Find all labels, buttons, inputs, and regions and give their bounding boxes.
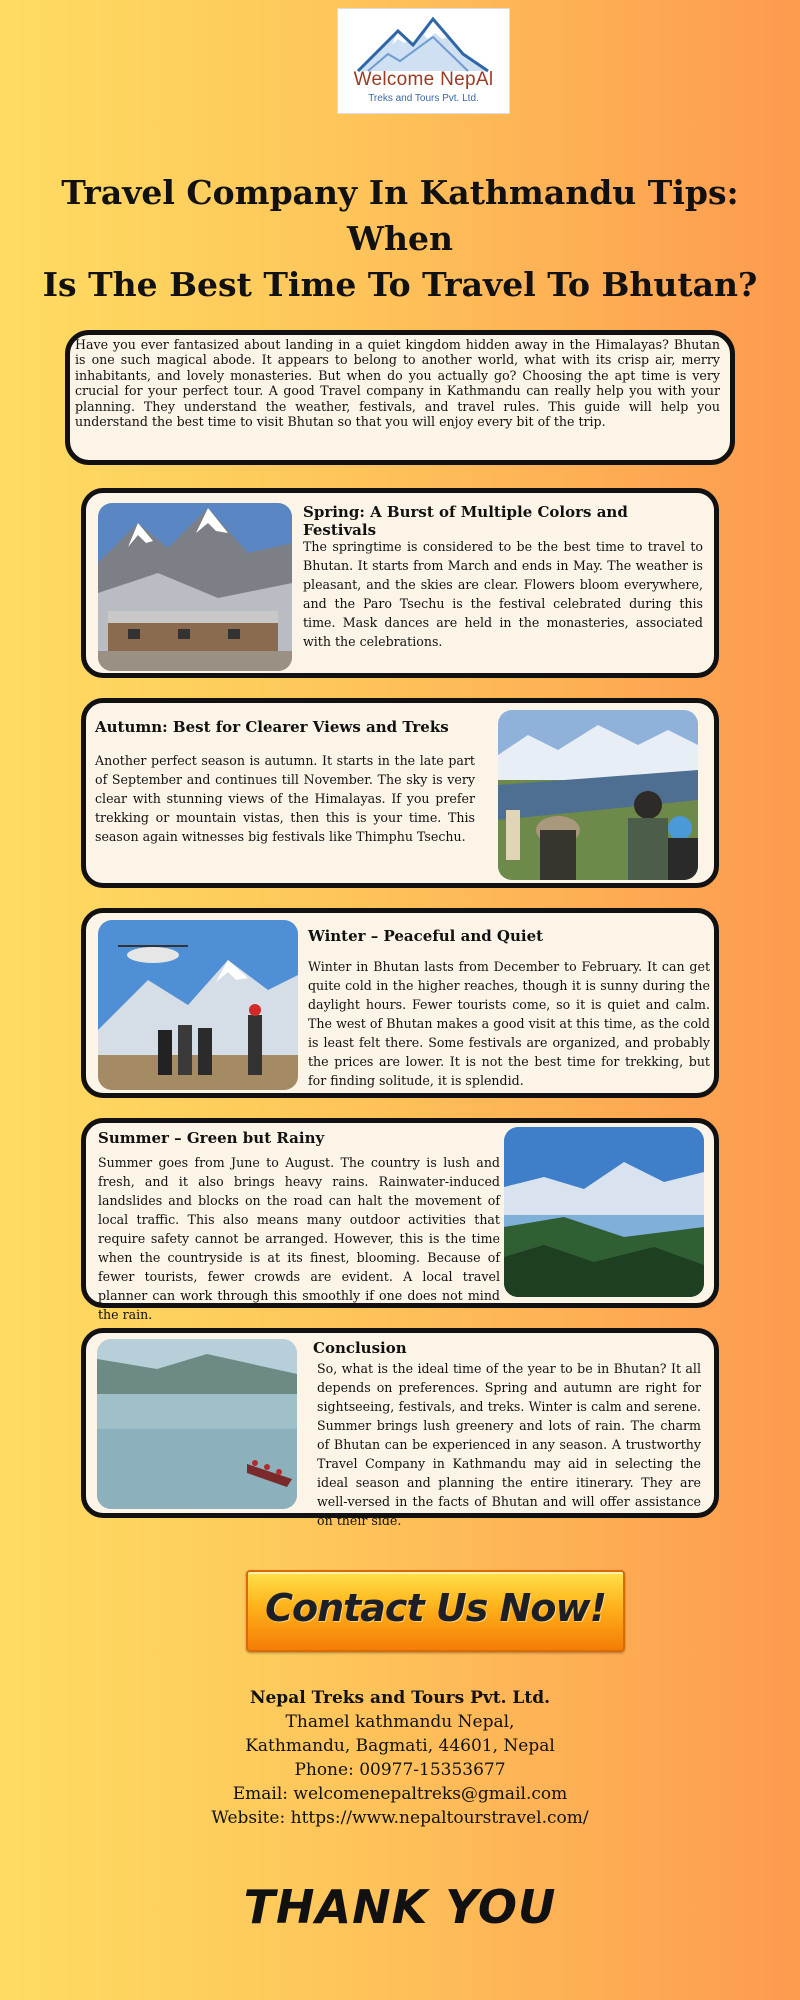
company-name: Nepal Treks and Tours Pvt. Ltd. [249, 1688, 551, 1708]
page-title [20, 170, 780, 308]
autumn-photo [498, 710, 698, 880]
spring-text: The springtime is considered to be the best time to travel to Bhutan. It starts from March and ends in May. The weather is pleasant, and the skies are clear. Flowers bloom everywhere, and the Paro Tsechu is the festival celebrated during this time. Mask dances are held in the monasteries, associated with the celebrations. [303, 539, 703, 649]
conclusion-photo [97, 1339, 297, 1509]
winter-text: Winter in Bhutan lasts from December to February. It can get quite cold in the higher reaches, though it is sunny during the daylight hours. Fewer tourists come, so it is quiet and calm. The west of Bhutan makes a good visit at this time, as the cold is least felt there. Some festivals are organized, and probably the prices are lower. It is not the best time for trekking, but for finding solitude, it is splendid. [308, 959, 710, 1088]
logo-tagline: Treks and Tours Pvt. Ltd. [368, 93, 479, 104]
autumn-title: Autumn: Best for Clearer Views and Treks [95, 718, 449, 736]
summer-card [81, 1118, 719, 1322]
winter-title: Winter – Peaceful and Quiet [308, 927, 544, 945]
address-line-2: Kathmandu, Bagmati, 44601, Nepal [245, 1736, 555, 1756]
contact-us-button[interactable] [246, 1570, 625, 1652]
summer-photo [504, 1127, 704, 1297]
intro-card [65, 330, 735, 465]
summer-title: Summer – Green but Rainy [98, 1129, 325, 1147]
intro-text: Have you ever fantasized about landing in a quiet kingdom hidden away in the Himalayas? Bhutan is one such magical abode. It appears to belong to another world, what with its crisp air, merry inhabitants, and lovely monasteries. But when do you actually go? Choosing the apt time is very crucial for your perfect tour. A good Travel company in Kathmandu can really help you with your planning. They understand the weather, festivals, and travel rules. This guide will help you understand the best time to visit Bhutan so that you will enjoy every bit of the trip. [75, 337, 720, 430]
page-title-line-1: Travel Company In Kathmandu Tips: When [61, 173, 739, 258]
phone-number: Phone: 00977-15353677 [294, 1760, 506, 1780]
website-link[interactable]: Website: https://www.nepaltourstravel.com/ [211, 1808, 589, 1828]
conclusion-text: So, what is the ideal time of the year to be in Bhutan? It all depends on preferences. Spring and autumn are right for sightseeing, festivals, and treks. Winter is calm and serene. Summer brings lush greenery and lots of rain. The charm of Bhutan can be experienced in any season. A trustworthy Travel Company in Kathmandu may aid in selecting the ideal season and planning the entire itinerary. They are well-versed in the facts of Bhutan and will offer assistance on their side. [317, 1361, 701, 1528]
address-line-1: Thamel kathmandu Nepal, [285, 1712, 515, 1732]
logo-title: Welcome NepAl [353, 69, 494, 90]
spring-title: Spring: A Burst of Multiple Colors and Festivals [303, 503, 628, 539]
winter-photo [98, 920, 298, 1090]
conclusion-title: Conclusion [313, 1339, 407, 1357]
conclusion-card [81, 1328, 719, 1528]
autumn-text: Another perfect season is autumn. It starts in the late part of September and continues till November. The sky is very clear with stunning views of the Himalayas. If you prefer trekking or mountain vistas, then this is your time. This season again witnesses big festivals like Thimphu Tsechu. [95, 753, 475, 844]
email-address[interactable]: Email: welcomenepaltreks@gmail.com [232, 1784, 568, 1804]
spring-card [81, 488, 719, 678]
thank-you-text: THANK YOU [243, 1880, 557, 1934]
spring-photo [98, 503, 292, 671]
page-title-line-2: Is The Best Time To Travel To Bhutan? [42, 265, 758, 304]
company-logo [337, 8, 510, 114]
autumn-card [81, 698, 719, 888]
contact-us-label: Contact Us Now! [265, 1586, 606, 1630]
winter-card [81, 908, 719, 1098]
summer-text: Summer goes from June to August. The country is lush and fresh, and it also brings heavy rains. Rainwater-induced landslides and blocks on the road can halt the movement of local traffic. This also means many outdoor activities that require safety cannot be arranged. However, this is the time when the countryside is at its finest, blooming. Because of fewer tourists, fewer crowds are evident. A local travel planner can work through this smoothly if one does not mind the rain. [98, 1155, 500, 1322]
